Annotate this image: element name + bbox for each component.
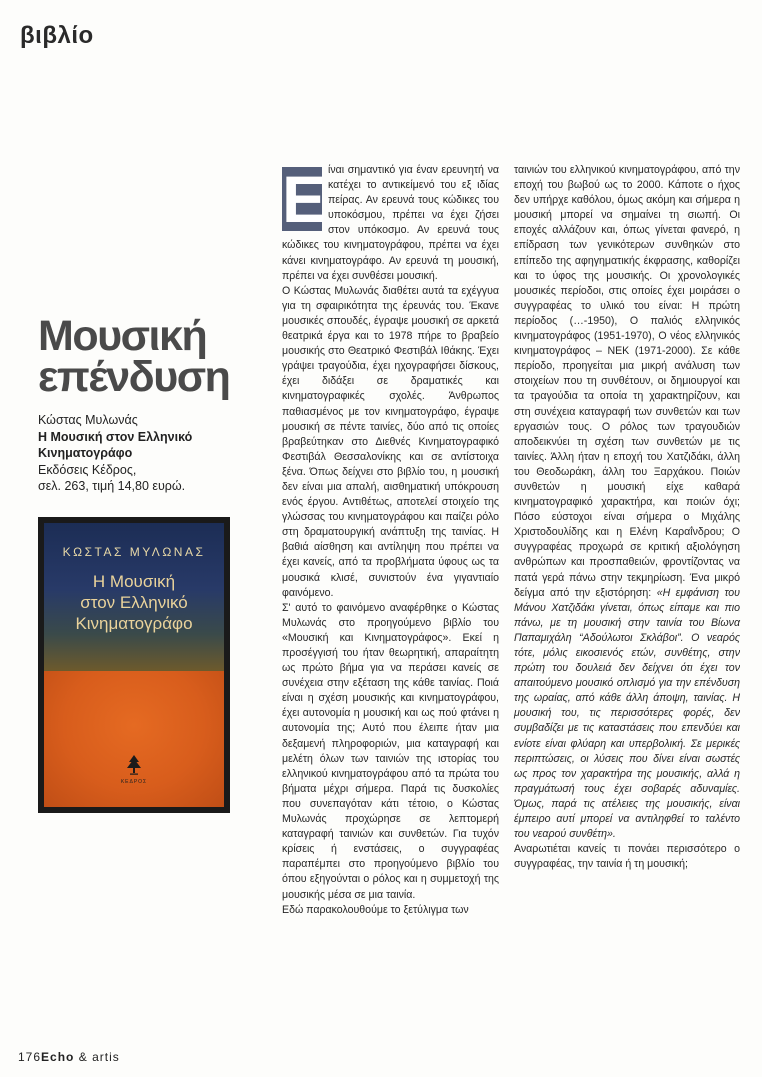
cover-title-line-2: στον Ελληνικό xyxy=(80,593,188,612)
book-details: σελ. 263, τιμή 14,80 ευρώ. xyxy=(38,479,186,493)
cover-title-line-1: Η Μουσική xyxy=(92,572,176,591)
book-cover xyxy=(38,517,230,813)
cover-publisher: ΚΕΔΡΟΣ xyxy=(120,779,148,785)
paragraph-4-continued: ταινιών του ελληνικού κινηματογράφου, από την εποχή του βωβού ως το 2000. Κάποτε ο ήχος δεν υπήρχε καθόλου, όμως ακόμη και σήμερα η μουσική μπορεί να σημαίνει τη σιωπή. Οι εποχές αλλάζουν και, όπως γίνεται φανερό, η επίδραση των γενικότερων συνθηκών στο επίπεδο της αφηγηματικής έκφρασης, καθορίζει και το ύφος της μουσικής. Οι χρονολογικές μουσικές περίοδοι, στις οποίες έχει μοιράσει ο συγγραφέας το υλικό του είναι: Η πρώτη περίοδος (…-1950), Ο παλιός ελληνικός κινηματογράφος (1951-1970), Ο νέος ελληνικός κινηματογράφος – ΝΕΚ (1971-2000). Σε κάθε περίοδο, προηγείται μια μικρή ανάλυση των στοιχείων που τη συνθέτουν, οι δημιουργοί και τα τραγούδια τα οποία τη χαρακτηρίζουν, και στη συνέχεια καταγραφή των συνθετών και των εργασιών τους. Ο ρόλος των τραγουδιών αποδεικνύει τη σχέση των συνθετών με τις ταινίες. Άλλη ήταν η εποχή του Χατζιδάκι, άλλη του Θεοδωράκη, άλλη του Ξαρχάκου. Ποιών συνθετών η μουσική είχε καθαρά κινηματογραφικό χαρακτήρα, και ποιών όχι; Πόσο εύστοχοι είναι σήμερα ο Μιχάλης Χριστοδουλίδης και η Ελένη Καραΐνδρου; Ο συγγραφέας προχωρά σε κριτική αξιολόγηση ανθρώπων και προσπαθειών, φροντίζοντας να πατά γερά πάνω στην τεκμηρίωση. Ένα μικρό δείγμα από την εξιστόρηση: xyxy=(514,164,740,599)
magazine-suffix: artis xyxy=(92,1050,120,1064)
paragraph-2: Ο Κώστας Μυλωνάς διαθέτει αυτά τα εχέγγυα για τη σφαιρικότητα της έρευνάς του. Έκανε μουσικές σπουδές, έγραψε μουσική σε αρκετά θεατρικά έργα και το 1978 πήρε το βραβείο μουσικής στο Θεατρικό Φεστιβάλ Ιθάκης. Έχει γράψει τραγούδια, έχει ηχογραφήσει δίσκους, έχει διδάξει σε δραματικές και κινηματογραφικές σχολές. Άνθρωπος παθιασμένος με τον κινηματογράφο, έγραψε μουσική σε πέντε ταινίες, δύο από τις οποίες βραβεύτηκαν στο Διεθνές Κινηματογραφικό Φεστιβάλ Θεσσαλονίκης και σε αντίστοιχα ξένα. Όπως δείχνει στο βιβλίο του, η μουσική δεν είναι μια απαλή, αισθηματική υπόκρουση ενός έργου. Αντιθέτως, αποτελεί στοιχείο της γλώσσας του κινηματογράφου και παίζει ρόλο στη δραματουργική ανάπτυξη της ταινίας. Η βαθιά αίσθηση και αντίληψη που πρέπει να έχει κανείς, από τα προβλήματα ύφους ως τα μουσικά κλισέ, συνιστούν ένα γιγαντιαίο φαινόμενο. xyxy=(282,284,499,599)
title-line-2: επένδυση xyxy=(38,353,230,401)
page-footer xyxy=(18,1050,120,1064)
footer-separator: & xyxy=(78,1050,88,1064)
tree-icon xyxy=(124,754,144,776)
book-publisher: Εκδόσεις Κέδρος, xyxy=(38,462,137,477)
magazine-name: Echo xyxy=(41,1050,75,1064)
book-title: Η Μουσική στον Ελληνικό Κινηματογράφο xyxy=(38,429,193,460)
paragraph-1-text: ίναι σημαντικό για έναν ερευνητή να κατέχει το αντικείμενό του εξ ιδίας πείρας. Αν ερευνά τους κώδικες του υποκόσμου, πρέπει να έχει ζήσει στον υπόκοσμο. Αν ερευνά τους κώδικες του κινηματογράφου, πρέπει να έχει κάνει κινηματογράφο. Αν ερευνά τη μουσική, πρέπει να έχει συνθέσει μουσική. xyxy=(282,164,499,282)
title-line-1: Μουσική xyxy=(38,312,207,360)
article-column-1 xyxy=(282,163,499,918)
cover-author: ΚΩΣΤΑΣ ΜΥΛΩΝΑΣ xyxy=(62,545,206,559)
cover-bottom-panel xyxy=(44,671,224,807)
paragraph-5: Αναρωτιέται κανείς τι πονάει περισσότερο ο συγγραφέας, την ταινία ή τη μουσική; xyxy=(514,843,740,871)
page-number: 176 xyxy=(18,1050,42,1064)
paragraph-4-start: Εδώ παρακολουθούμε το ξετύλιγμα των xyxy=(282,903,469,916)
section-label: βιβλίο xyxy=(20,22,94,49)
article-title xyxy=(38,312,268,401)
book-info xyxy=(38,412,268,495)
cover-top-panel xyxy=(44,523,224,671)
book-author: Κώστας Μυλωνάς xyxy=(38,413,138,427)
cover-title xyxy=(44,571,224,634)
quotation: «Η εμφάνιση του Μάνου Χατζιδάκι γίνεται, όπως είπαμε και πιο πάνω, με τη μουσική στην ταινία του Βίωνα Παπαμιχάλη “Αδούλωτοι Σκλάβοι”. Ο νεαρός τότε, μόλις εικοσιενός ετών, συνθέτης, στην πρώτη του δουλειά δεν δείχνει ότι έχει τον απαιτούμενο μουσικό οπλισμό για την επένδυση της ωραίας, από κάθε άλλη άποψη, ταινίας. Η μουσική του, τις περισσότερες φορές, δεν συμβαδίζει με τις καταστάσεις που επενδύει και ενίοτε είναι φλύαρη και υπερβολική. Σε μερικές περιπτώσεις, οι λύσεις που δίνει είναι σωστές ως προς τον χαρακτήρα της μουσικής, αλλά η πραγμάτωσή τους έχει σοβαρές αδυναμίες. Όμως, παρά τις ατέλειες της μουσικής, είναι έμπειρο αυτί μπορεί να αντιληφθεί το ταλέντο του νεαρού συνθέτη». xyxy=(514,586,740,841)
paragraph-1 xyxy=(282,163,499,284)
article-column-2 xyxy=(514,163,740,872)
drop-cap: Ε xyxy=(282,162,327,236)
paragraph-3: Σ' αυτό το φαινόμενο αναφέρθηκε ο Κώστας Μυλωνάς στο προηγούμενο βιβλίο του «Μουσική και Κινηματογράφος». Εκεί η προσέγγισή του ήταν θεωρητική, απαραίτητη ως πρώτο βήμα για να περάσει κανείς σε συνέχεια στην εξέταση της κάθε ταινίας. Ποιά είναι η σχέση μουσικής και κινηματογράφου, έχει αυτονομία η μουσική και ως πού φτάνει η αυτονομία της; Αυτό που έλειπε ήταν μια δεξαμενή πληροφοριών, μια καταγραφή και μελέτη όλων των ταινιών της ιστορίας του ελληνικού κινηματογράφου από τα πρώτα του βήματα μέχρι σήμερα. Παρά τις δυσκολίες που συνεπαγόταν κάτι τέτοιο, ο Κώστας Μυλωνάς προχώρησε σε λεπτομερή καταγραφή ταινιών και συνθετών. Για τυχόν κρίσεις ή ενστάσεις, ο συγγραφέας παραπέμπει στο προηγούμενο βιβλίο του όπου εξηγούνται ο ρόλος και η συμμετοχή της μουσικής μέσα σε μια ταινία. xyxy=(282,601,499,901)
cover-title-line-3: Κινηματογράφο xyxy=(75,614,193,633)
